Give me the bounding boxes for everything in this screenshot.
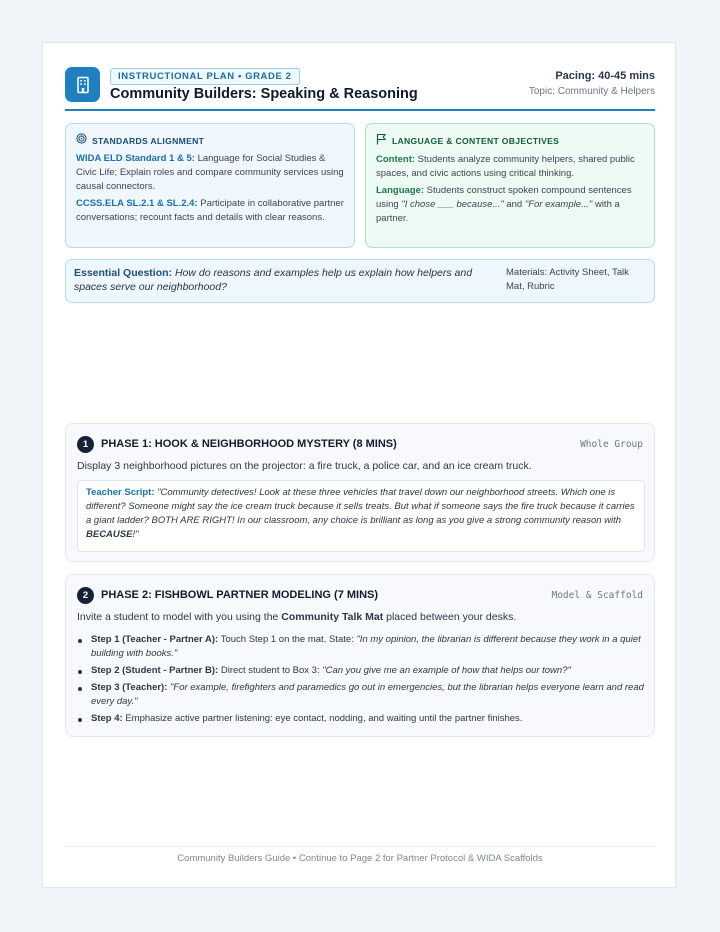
phase-card — [65, 423, 655, 562]
phase-number: 1 — [77, 436, 94, 453]
objectives-card — [365, 123, 655, 248]
phase-grouping-tag: Whole Group — [580, 439, 643, 450]
step-list — [77, 633, 645, 729]
phase-card — [65, 574, 655, 737]
target-icon — [76, 133, 87, 148]
standard-item: CCSS.ELA SL.2.1 & SL.2.4: Participate in collaborative partner conversations; recount facts and details with clear reasons. — [76, 198, 344, 223]
essential-question-card — [65, 259, 655, 303]
phase-number: 2 — [77, 587, 94, 604]
standards-heading — [76, 133, 344, 148]
topic-label: Topic: Community & Helpers — [528, 86, 655, 97]
materials-list: Materials: Activity Sheet, Talk Mat, Rubric — [506, 267, 629, 292]
standard-item: WIDA ELD Standard 1 & 5: Language for Social Studies & Civic Life; Explain roles and compare community services using causal connectors. — [76, 153, 344, 192]
list-item: Step 2 (Student - Partner B): Direct student to Box 3: "Can you give me an example of how that helps our town?" — [77, 664, 645, 678]
footer-divider — [65, 846, 655, 847]
lesson-plan-page — [42, 42, 676, 888]
teacher-script: Teacher Script: "Community detectives! Look at these three vehicles that travel down our neighborhood streets. Which one is different? Someone might say the ice cream truck because it sells treats. But what if someone says the fire truck because it carries a giant ladder? BOTH ARE RIGHT! In our classroom, any choice is brilliant as long as you give a strong community reason with BECAUSE!" — [77, 480, 645, 552]
plan-badge: INSTRUCTIONAL PLAN • GRADE 2 — [110, 68, 300, 85]
standards-heading-text: STANDARDS ALIGNMENT — [92, 135, 205, 146]
essential-question: Essential Question: How do reasons and examples help us explain how helpers and spaces serve our neighborhood? — [74, 267, 473, 293]
building-icon — [65, 67, 100, 102]
phase-title: PHASE 1: HOOK & NEIGHBORHOOD MYSTERY (8 MINS) — [101, 438, 397, 450]
page-title: Community Builders: Speaking & Reasoning — [110, 86, 418, 102]
list-item: Step 1 (Teacher - Partner A): Touch Step 1 on the mat. State: "In my opinion, the librarian is different because they work in a quiet building with books." — [77, 633, 645, 661]
content-objective: Content: Students analyze community helpers, shared public spaces, and civic actions using critical thinking. — [376, 154, 635, 179]
list-item: Step 3 (Teacher): "For example, firefighters and paramedics go out in emergencies, but the librarian helps everyone learn and read every day." — [77, 681, 645, 709]
phase-description: Invite a student to model with you using the Community Talk Mat placed between your desks. — [77, 611, 517, 623]
page-footer: Community Builders Guide • Continue to Page 2 for Partner Protocol & WIDA Scaffolds — [177, 853, 543, 864]
header — [65, 67, 655, 111]
standards-card — [65, 123, 355, 248]
language-objective: Language: Students construct spoken compound sentences using "I chose ___ because..." and "For example..." with a partner. — [376, 185, 632, 224]
phase-grouping-tag: Model & Scaffold — [551, 590, 643, 601]
phase-title: PHASE 2: FISHBOWL PARTNER MODELING (7 MINS) — [101, 589, 379, 601]
list-item: Step 4: Emphasize active partner listening: eye contact, nodding, and waiting until the partner finishes. — [77, 712, 645, 726]
objectives-heading-text: LANGUAGE & CONTENT OBJECTIVES — [392, 136, 560, 146]
objectives-heading — [376, 133, 644, 149]
phase-description: Display 3 neighborhood pictures on the projector: a fire truck, a police car, and an ice cream truck. — [77, 460, 532, 472]
flag-icon — [376, 133, 387, 149]
header-divider — [65, 109, 655, 111]
pacing-label: Pacing: 40-45 mins — [555, 70, 655, 82]
